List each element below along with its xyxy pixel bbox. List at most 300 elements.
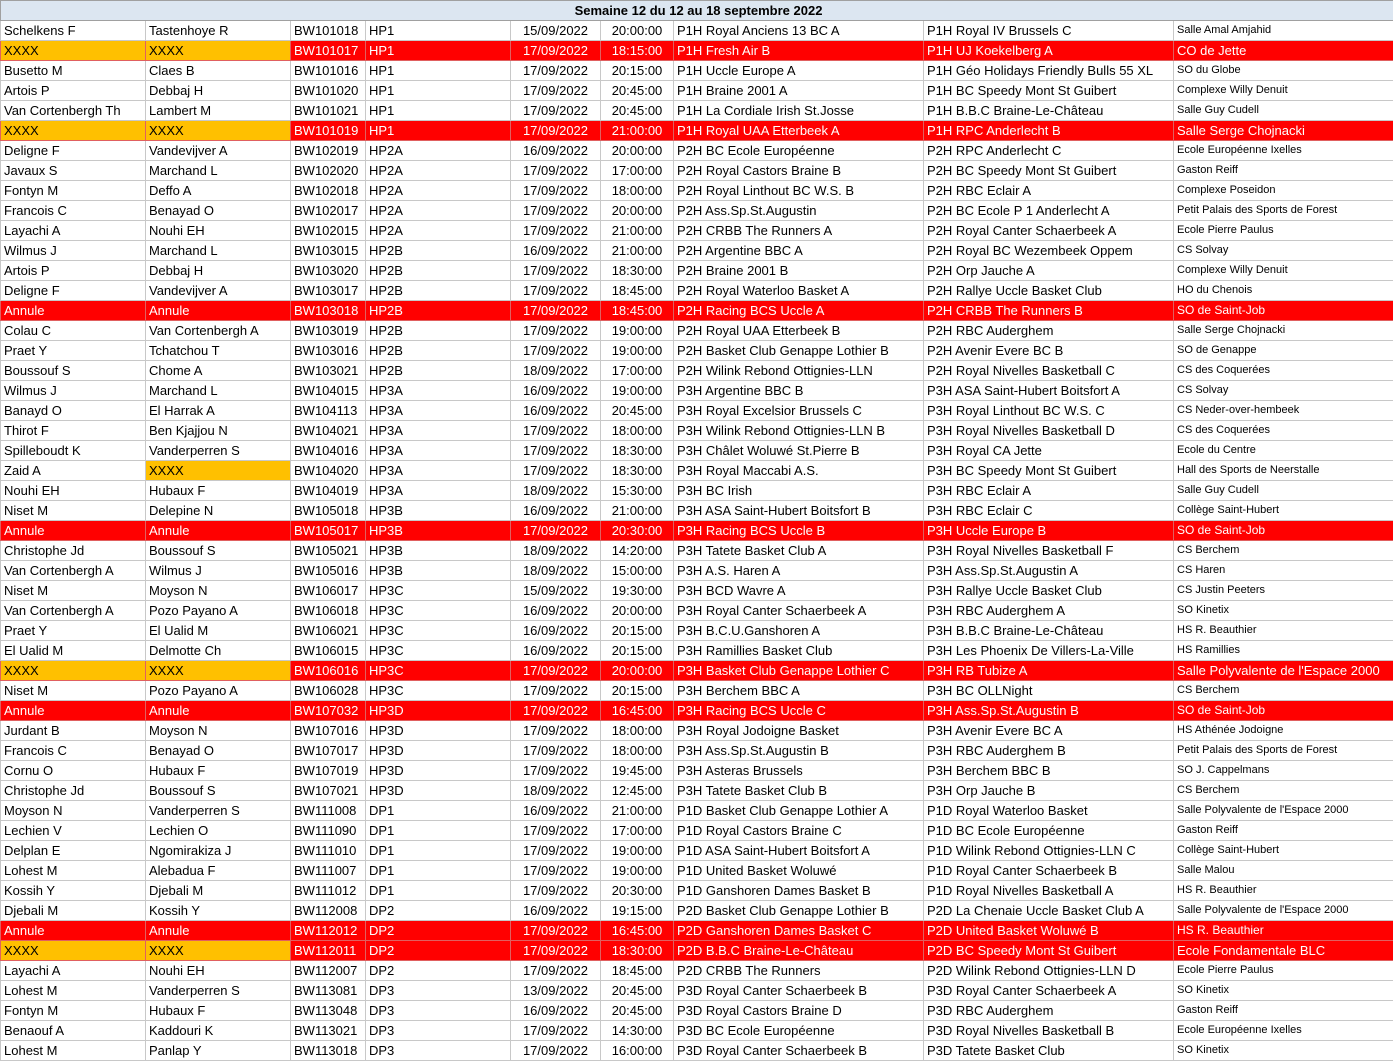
date-cell[interactable]: 16/09/2022 <box>511 1001 601 1021</box>
date-cell[interactable]: 17/09/2022 <box>511 341 601 361</box>
referee-2-cell[interactable]: Debbaj H <box>146 261 291 281</box>
away-team-cell[interactable]: P1D Royal Waterloo Basket <box>924 801 1174 821</box>
away-team-cell[interactable]: P3H RBC Auderghem B <box>924 741 1174 761</box>
referee-2-cell[interactable]: Annule <box>146 701 291 721</box>
referee-1-cell[interactable]: Christophe Jd <box>1 781 146 801</box>
home-team-cell[interactable]: P2H Ass.Sp.St.Augustin <box>674 201 924 221</box>
referee-2-cell[interactable]: Debbaj H <box>146 81 291 101</box>
date-cell[interactable]: 18/09/2022 <box>511 361 601 381</box>
time-cell[interactable]: 18:45:00 <box>601 961 674 981</box>
time-cell[interactable]: 20:45:00 <box>601 81 674 101</box>
home-team-cell[interactable]: P2H Royal UAA Etterbeek B <box>674 321 924 341</box>
division-cell[interactable]: DP3 <box>366 981 511 1001</box>
date-cell[interactable]: 16/09/2022 <box>511 241 601 261</box>
time-cell[interactable]: 14:30:00 <box>601 1021 674 1041</box>
away-team-cell[interactable]: P1H B.B.C Braine-Le-Château <box>924 101 1174 121</box>
match-code-cell[interactable]: BW105021 <box>291 541 366 561</box>
match-code-cell[interactable]: BW106028 <box>291 681 366 701</box>
referee-2-cell[interactable]: Van Cortenbergh A <box>146 321 291 341</box>
referee-2-cell[interactable]: Nouhi EH <box>146 221 291 241</box>
away-team-cell[interactable]: P1D Royal Canter Schaerbeek B <box>924 861 1174 881</box>
time-cell[interactable]: 17:00:00 <box>601 361 674 381</box>
away-team-cell[interactable]: P3H Berchem BBC B <box>924 761 1174 781</box>
away-team-cell[interactable]: P1D BC Ecole Européenne <box>924 821 1174 841</box>
match-code-cell[interactable]: BW112008 <box>291 901 366 921</box>
division-cell[interactable]: HP3B <box>366 521 511 541</box>
referee-1-cell[interactable]: Praet Y <box>1 341 146 361</box>
time-cell[interactable]: 20:15:00 <box>601 641 674 661</box>
date-cell[interactable]: 16/09/2022 <box>511 601 601 621</box>
referee-2-cell[interactable]: XXXX <box>146 941 291 961</box>
division-cell[interactable]: HP3A <box>366 421 511 441</box>
venue-cell[interactable]: Complexe Willy Denuit <box>1174 261 1393 281</box>
division-cell[interactable]: HP3C <box>366 601 511 621</box>
date-cell[interactable]: 18/09/2022 <box>511 541 601 561</box>
division-cell[interactable]: HP3C <box>366 661 511 681</box>
venue-cell[interactable]: Gaston Reiff <box>1174 821 1393 841</box>
home-team-cell[interactable]: P3H Ramillies Basket Club <box>674 641 924 661</box>
away-team-cell[interactable]: P2H RBC Eclair A <box>924 181 1174 201</box>
referee-2-cell[interactable]: Annule <box>146 301 291 321</box>
match-code-cell[interactable]: BW112012 <box>291 921 366 941</box>
home-team-cell[interactable]: P3H A.S. Haren A <box>674 561 924 581</box>
division-cell[interactable]: DP1 <box>366 861 511 881</box>
division-cell[interactable]: HP2A <box>366 161 511 181</box>
time-cell[interactable]: 19:15:00 <box>601 901 674 921</box>
home-team-cell[interactable]: P1H Uccle Europe A <box>674 61 924 81</box>
division-cell[interactable]: DP2 <box>366 901 511 921</box>
home-team-cell[interactable]: P3H BCD Wavre A <box>674 581 924 601</box>
venue-cell[interactable]: SO de Saint-Job <box>1174 521 1393 541</box>
match-code-cell[interactable]: BW112011 <box>291 941 366 961</box>
time-cell[interactable]: 20:00:00 <box>601 141 674 161</box>
referee-1-cell[interactable]: Niset M <box>1 681 146 701</box>
referee-2-cell[interactable]: Lambert M <box>146 101 291 121</box>
match-code-cell[interactable]: BW112007 <box>291 961 366 981</box>
referee-1-cell[interactable]: Spilleboudt K <box>1 441 146 461</box>
venue-cell[interactable]: Collège Saint-Hubert <box>1174 841 1393 861</box>
time-cell[interactable]: 16:45:00 <box>601 701 674 721</box>
time-cell[interactable]: 19:00:00 <box>601 381 674 401</box>
away-team-cell[interactable]: P2H CRBB The Runners B <box>924 301 1174 321</box>
match-code-cell[interactable]: BW106021 <box>291 621 366 641</box>
venue-cell[interactable]: SO Kinetix <box>1174 1041 1393 1061</box>
time-cell[interactable]: 21:00:00 <box>601 801 674 821</box>
date-cell[interactable]: 17/09/2022 <box>511 661 601 681</box>
match-code-cell[interactable]: BW101016 <box>291 61 366 81</box>
time-cell[interactable]: 18:00:00 <box>601 421 674 441</box>
division-cell[interactable]: HP3D <box>366 721 511 741</box>
division-cell[interactable]: HP3C <box>366 681 511 701</box>
division-cell[interactable]: HP1 <box>366 61 511 81</box>
referee-2-cell[interactable]: Hubaux F <box>146 1001 291 1021</box>
division-cell[interactable]: DP2 <box>366 961 511 981</box>
referee-1-cell[interactable]: XXXX <box>1 941 146 961</box>
time-cell[interactable]: 20:45:00 <box>601 101 674 121</box>
away-team-cell[interactable]: P3H Uccle Europe B <box>924 521 1174 541</box>
match-code-cell[interactable]: BW111008 <box>291 801 366 821</box>
referee-2-cell[interactable]: Vanderperren S <box>146 441 291 461</box>
venue-cell[interactable]: Ecole Européenne Ixelles <box>1174 141 1393 161</box>
division-cell[interactable]: HP1 <box>366 21 511 41</box>
home-team-cell[interactable]: P3D Royal Canter Schaerbeek B <box>674 981 924 1001</box>
venue-cell[interactable]: Salle Amal Amjahid <box>1174 21 1393 41</box>
referee-1-cell[interactable]: Banayd O <box>1 401 146 421</box>
referee-1-cell[interactable]: Lohest M <box>1 861 146 881</box>
away-team-cell[interactable]: P1H BC Speedy Mont St Guibert <box>924 81 1174 101</box>
venue-cell[interactable]: SO de Genappe <box>1174 341 1393 361</box>
referee-2-cell[interactable]: Hubaux F <box>146 481 291 501</box>
venue-cell[interactable]: Ecole Européenne Ixelles <box>1174 1021 1393 1041</box>
date-cell[interactable]: 17/09/2022 <box>511 961 601 981</box>
venue-cell[interactable]: Complexe Willy Denuit <box>1174 81 1393 101</box>
referee-1-cell[interactable]: XXXX <box>1 121 146 141</box>
date-cell[interactable]: 17/09/2022 <box>511 101 601 121</box>
date-cell[interactable]: 18/09/2022 <box>511 481 601 501</box>
date-cell[interactable]: 17/09/2022 <box>511 321 601 341</box>
home-team-cell[interactable]: P3H Royal Maccabi A.S. <box>674 461 924 481</box>
date-cell[interactable]: 17/09/2022 <box>511 701 601 721</box>
division-cell[interactable]: DP1 <box>366 821 511 841</box>
home-team-cell[interactable]: P2H CRBB The Runners A <box>674 221 924 241</box>
date-cell[interactable]: 15/09/2022 <box>511 21 601 41</box>
time-cell[interactable]: 18:45:00 <box>601 281 674 301</box>
division-cell[interactable]: HP3A <box>366 381 511 401</box>
venue-cell[interactable]: CS des Coquerées <box>1174 421 1393 441</box>
venue-cell[interactable]: HS R. Beauthier <box>1174 621 1393 641</box>
home-team-cell[interactable]: P1D Ganshoren Dames Basket B <box>674 881 924 901</box>
referee-1-cell[interactable]: Layachi A <box>1 221 146 241</box>
time-cell[interactable]: 21:00:00 <box>601 121 674 141</box>
time-cell[interactable]: 20:30:00 <box>601 881 674 901</box>
home-team-cell[interactable]: P3H BC Irish <box>674 481 924 501</box>
referee-2-cell[interactable]: Hubaux F <box>146 761 291 781</box>
division-cell[interactable]: HP3A <box>366 441 511 461</box>
venue-cell[interactable]: Salle Serge Chojnacki <box>1174 121 1393 141</box>
date-cell[interactable]: 17/09/2022 <box>511 521 601 541</box>
venue-cell[interactable]: Salle Guy Cudell <box>1174 101 1393 121</box>
match-code-cell[interactable]: BW101019 <box>291 121 366 141</box>
referee-1-cell[interactable]: Wilmus J <box>1 241 146 261</box>
match-code-cell[interactable]: BW107017 <box>291 741 366 761</box>
home-team-cell[interactable]: P1D United Basket Woluwé <box>674 861 924 881</box>
referee-1-cell[interactable]: Colau C <box>1 321 146 341</box>
time-cell[interactable]: 19:00:00 <box>601 861 674 881</box>
referee-2-cell[interactable]: Annule <box>146 921 291 941</box>
venue-cell[interactable]: Gaston Reiff <box>1174 161 1393 181</box>
time-cell[interactable]: 20:00:00 <box>601 661 674 681</box>
sheet-title[interactable]: Semaine 12 du 12 au 18 septembre 2022 <box>1 1 1393 21</box>
division-cell[interactable]: HP3D <box>366 701 511 721</box>
date-cell[interactable]: 17/09/2022 <box>511 161 601 181</box>
referee-1-cell[interactable]: Djebali M <box>1 901 146 921</box>
date-cell[interactable]: 17/09/2022 <box>511 61 601 81</box>
referee-2-cell[interactable]: Ngomirakiza J <box>146 841 291 861</box>
date-cell[interactable]: 17/09/2022 <box>511 181 601 201</box>
away-team-cell[interactable]: P1H RPC Anderlecht B <box>924 121 1174 141</box>
division-cell[interactable]: HP3D <box>366 781 511 801</box>
referee-2-cell[interactable]: Kossih Y <box>146 901 291 921</box>
home-team-cell[interactable]: P1H La Cordiale Irish St.Josse <box>674 101 924 121</box>
venue-cell[interactable]: SO de Saint-Job <box>1174 701 1393 721</box>
date-cell[interactable]: 17/09/2022 <box>511 461 601 481</box>
home-team-cell[interactable]: P2H Royal Linthout BC W.S. B <box>674 181 924 201</box>
time-cell[interactable]: 20:45:00 <box>601 401 674 421</box>
home-team-cell[interactable]: P2D Ganshoren Dames Basket C <box>674 921 924 941</box>
home-team-cell[interactable]: P2H Royal Castors Braine B <box>674 161 924 181</box>
referee-2-cell[interactable]: XXXX <box>146 121 291 141</box>
date-cell[interactable]: 17/09/2022 <box>511 741 601 761</box>
referee-2-cell[interactable]: Deffo A <box>146 181 291 201</box>
venue-cell[interactable]: Salle Polyvalente de l'Espace 2000 <box>1174 901 1393 921</box>
away-team-cell[interactable]: P1H Géo Holidays Friendly Bulls 55 XL <box>924 61 1174 81</box>
referee-2-cell[interactable]: Delmotte Ch <box>146 641 291 661</box>
venue-cell[interactable]: Salle Serge Chojnacki <box>1174 321 1393 341</box>
away-team-cell[interactable]: P1D Royal Nivelles Basketball A <box>924 881 1174 901</box>
match-code-cell[interactable]: BW102018 <box>291 181 366 201</box>
home-team-cell[interactable]: P1H Royal Anciens 13 BC A <box>674 21 924 41</box>
home-team-cell[interactable]: P3D Royal Castors Braine D <box>674 1001 924 1021</box>
date-cell[interactable]: 17/09/2022 <box>511 761 601 781</box>
home-team-cell[interactable]: P2D Basket Club Genappe Lothier B <box>674 901 924 921</box>
away-team-cell[interactable]: P2H Royal Canter Schaerbeek A <box>924 221 1174 241</box>
venue-cell[interactable]: HO du Chenois <box>1174 281 1393 301</box>
venue-cell[interactable]: CS Justin Peeters <box>1174 581 1393 601</box>
referee-2-cell[interactable]: Nouhi EH <box>146 961 291 981</box>
away-team-cell[interactable]: P2H RBC Auderghem <box>924 321 1174 341</box>
match-code-cell[interactable]: BW106018 <box>291 601 366 621</box>
referee-1-cell[interactable]: Moyson N <box>1 801 146 821</box>
referee-2-cell[interactable]: El Harrak A <box>146 401 291 421</box>
time-cell[interactable]: 20:15:00 <box>601 61 674 81</box>
date-cell[interactable]: 17/09/2022 <box>511 281 601 301</box>
time-cell[interactable]: 18:30:00 <box>601 941 674 961</box>
time-cell[interactable]: 14:20:00 <box>601 541 674 561</box>
match-code-cell[interactable]: BW101018 <box>291 21 366 41</box>
division-cell[interactable]: HP2B <box>366 261 511 281</box>
referee-2-cell[interactable]: Pozo Payano A <box>146 601 291 621</box>
referee-1-cell[interactable]: Annule <box>1 921 146 941</box>
home-team-cell[interactable]: P2H Basket Club Genappe Lothier B <box>674 341 924 361</box>
away-team-cell[interactable]: P2D La Chenaie Uccle Basket Club A <box>924 901 1174 921</box>
match-code-cell[interactable]: BW111007 <box>291 861 366 881</box>
time-cell[interactable]: 19:45:00 <box>601 761 674 781</box>
venue-cell[interactable]: CS des Coquerées <box>1174 361 1393 381</box>
away-team-cell[interactable]: P3H RBC Auderghem A <box>924 601 1174 621</box>
away-team-cell[interactable]: P3H RBC Eclair A <box>924 481 1174 501</box>
match-code-cell[interactable]: BW107016 <box>291 721 366 741</box>
time-cell[interactable]: 16:45:00 <box>601 921 674 941</box>
referee-2-cell[interactable]: Ben Kjajjou N <box>146 421 291 441</box>
referee-2-cell[interactable]: Moyson N <box>146 581 291 601</box>
away-team-cell[interactable]: P3D Tatete Basket Club <box>924 1041 1174 1061</box>
referee-2-cell[interactable]: Chome A <box>146 361 291 381</box>
referee-2-cell[interactable]: Boussouf S <box>146 781 291 801</box>
time-cell[interactable]: 19:00:00 <box>601 341 674 361</box>
away-team-cell[interactable]: P3H BC OLLNight <box>924 681 1174 701</box>
home-team-cell[interactable]: P3H Tatete Basket Club A <box>674 541 924 561</box>
referee-1-cell[interactable]: Lohest M <box>1 981 146 1001</box>
home-team-cell[interactable]: P2H Wilink Rebond Ottignies-LLN <box>674 361 924 381</box>
venue-cell[interactable]: Ecole Pierre Paulus <box>1174 221 1393 241</box>
home-team-cell[interactable]: P3H Royal Excelsior Brussels C <box>674 401 924 421</box>
referee-1-cell[interactable]: Layachi A <box>1 961 146 981</box>
home-team-cell[interactable]: P3H Basket Club Genappe Lothier C <box>674 661 924 681</box>
referee-1-cell[interactable]: Fontyn M <box>1 181 146 201</box>
division-cell[interactable]: HP2B <box>366 301 511 321</box>
venue-cell[interactable]: SO J. Cappelmans <box>1174 761 1393 781</box>
home-team-cell[interactable]: P3H Racing BCS Uccle C <box>674 701 924 721</box>
date-cell[interactable]: 16/09/2022 <box>511 501 601 521</box>
referee-1-cell[interactable]: Annule <box>1 701 146 721</box>
referee-2-cell[interactable]: Tchatchou T <box>146 341 291 361</box>
division-cell[interactable]: HP3C <box>366 581 511 601</box>
away-team-cell[interactable]: P2D Wilink Rebond Ottignies-LLN D <box>924 961 1174 981</box>
referee-2-cell[interactable]: Benayad O <box>146 741 291 761</box>
date-cell[interactable]: 17/09/2022 <box>511 821 601 841</box>
referee-2-cell[interactable]: Vanderperren S <box>146 981 291 1001</box>
away-team-cell[interactable]: P2H BC Speedy Mont St Guibert <box>924 161 1174 181</box>
match-code-cell[interactable]: BW113081 <box>291 981 366 1001</box>
match-code-cell[interactable]: BW106015 <box>291 641 366 661</box>
away-team-cell[interactable]: P1H UJ Koekelberg A <box>924 41 1174 61</box>
match-code-cell[interactable]: BW102015 <box>291 221 366 241</box>
division-cell[interactable]: HP1 <box>366 41 511 61</box>
date-cell[interactable]: 16/09/2022 <box>511 901 601 921</box>
referee-1-cell[interactable]: Delplan E <box>1 841 146 861</box>
home-team-cell[interactable]: P1H Fresh Air B <box>674 41 924 61</box>
match-code-cell[interactable]: BW103015 <box>291 241 366 261</box>
date-cell[interactable]: 17/09/2022 <box>511 301 601 321</box>
away-team-cell[interactable]: P3H ASA Saint-Hubert Boitsfort A <box>924 381 1174 401</box>
referee-1-cell[interactable]: Deligne F <box>1 141 146 161</box>
referee-2-cell[interactable]: Marchand L <box>146 381 291 401</box>
referee-1-cell[interactable]: Annule <box>1 301 146 321</box>
venue-cell[interactable]: Salle Polyvalente de l'Espace 2000 <box>1174 801 1393 821</box>
time-cell[interactable]: 15:00:00 <box>601 561 674 581</box>
referee-2-cell[interactable]: Kaddouri K <box>146 1021 291 1041</box>
away-team-cell[interactable]: P1H Royal IV Brussels C <box>924 21 1174 41</box>
venue-cell[interactable]: HS Athénée Jodoigne <box>1174 721 1393 741</box>
referee-2-cell[interactable]: Djebali M <box>146 881 291 901</box>
division-cell[interactable]: HP1 <box>366 81 511 101</box>
match-code-cell[interactable]: BW107019 <box>291 761 366 781</box>
away-team-cell[interactable]: P2H Royal BC Wezembeek Oppem <box>924 241 1174 261</box>
away-team-cell[interactable]: P2H Royal Nivelles Basketball C <box>924 361 1174 381</box>
time-cell[interactable]: 20:15:00 <box>601 621 674 641</box>
time-cell[interactable]: 17:00:00 <box>601 821 674 841</box>
venue-cell[interactable]: HS R. Beauthier <box>1174 881 1393 901</box>
away-team-cell[interactable]: P2H Orp Jauche A <box>924 261 1174 281</box>
referee-2-cell[interactable]: Claes B <box>146 61 291 81</box>
referee-2-cell[interactable]: XXXX <box>146 41 291 61</box>
referee-1-cell[interactable]: Wilmus J <box>1 381 146 401</box>
time-cell[interactable]: 19:00:00 <box>601 321 674 341</box>
time-cell[interactable]: 17:00:00 <box>601 161 674 181</box>
referee-2-cell[interactable]: Alebadua F <box>146 861 291 881</box>
home-team-cell[interactable]: P2D CRBB The Runners <box>674 961 924 981</box>
home-team-cell[interactable]: P3H ASA Saint-Hubert Boitsfort B <box>674 501 924 521</box>
time-cell[interactable]: 18:15:00 <box>601 41 674 61</box>
referee-1-cell[interactable]: XXXX <box>1 661 146 681</box>
referee-2-cell[interactable]: Benayad O <box>146 201 291 221</box>
match-code-cell[interactable]: BW106016 <box>291 661 366 681</box>
time-cell[interactable]: 12:45:00 <box>601 781 674 801</box>
home-team-cell[interactable]: P3H Asteras Brussels <box>674 761 924 781</box>
home-team-cell[interactable]: P3D Royal Canter Schaerbeek B <box>674 1041 924 1061</box>
referee-1-cell[interactable]: Van Cortenbergh A <box>1 601 146 621</box>
referee-1-cell[interactable]: Benaouf A <box>1 1021 146 1041</box>
time-cell[interactable]: 21:00:00 <box>601 241 674 261</box>
venue-cell[interactable]: SO de Saint-Job <box>1174 301 1393 321</box>
home-team-cell[interactable]: P2D B.B.C Braine-Le-Château <box>674 941 924 961</box>
match-code-cell[interactable]: BW101020 <box>291 81 366 101</box>
match-code-cell[interactable]: BW101017 <box>291 41 366 61</box>
division-cell[interactable]: HP3D <box>366 761 511 781</box>
referee-2-cell[interactable]: Marchand L <box>146 241 291 261</box>
time-cell[interactable]: 18:30:00 <box>601 461 674 481</box>
match-code-cell[interactable]: BW105018 <box>291 501 366 521</box>
match-code-cell[interactable]: BW113048 <box>291 1001 366 1021</box>
away-team-cell[interactable]: P3H BC Speedy Mont St Guibert <box>924 461 1174 481</box>
match-code-cell[interactable]: BW102020 <box>291 161 366 181</box>
time-cell[interactable]: 18:00:00 <box>601 181 674 201</box>
referee-1-cell[interactable]: Francois C <box>1 201 146 221</box>
home-team-cell[interactable]: P2H Royal Waterloo Basket A <box>674 281 924 301</box>
venue-cell[interactable]: SO Kinetix <box>1174 601 1393 621</box>
referee-1-cell[interactable]: Busetto M <box>1 61 146 81</box>
home-team-cell[interactable]: P3H Royal Jodoigne Basket <box>674 721 924 741</box>
date-cell[interactable]: 13/09/2022 <box>511 981 601 1001</box>
referee-1-cell[interactable]: Nouhi EH <box>1 481 146 501</box>
match-code-cell[interactable]: BW101021 <box>291 101 366 121</box>
match-code-cell[interactable]: BW104019 <box>291 481 366 501</box>
away-team-cell[interactable]: P2H Avenir Evere BC B <box>924 341 1174 361</box>
division-cell[interactable]: DP1 <box>366 801 511 821</box>
match-code-cell[interactable]: BW103016 <box>291 341 366 361</box>
home-team-cell[interactable]: P3H Racing BCS Uccle B <box>674 521 924 541</box>
date-cell[interactable]: 17/09/2022 <box>511 881 601 901</box>
referee-1-cell[interactable]: Schelkens F <box>1 21 146 41</box>
referee-1-cell[interactable]: Artois P <box>1 261 146 281</box>
match-code-cell[interactable]: BW104016 <box>291 441 366 461</box>
venue-cell[interactable]: Collège Saint-Hubert <box>1174 501 1393 521</box>
date-cell[interactable]: 17/09/2022 <box>511 941 601 961</box>
venue-cell[interactable]: CS Solvay <box>1174 241 1393 261</box>
referee-1-cell[interactable]: Niset M <box>1 501 146 521</box>
date-cell[interactable]: 17/09/2022 <box>511 221 601 241</box>
away-team-cell[interactable]: P3H Avenir Evere BC A <box>924 721 1174 741</box>
venue-cell[interactable]: SO du Globe <box>1174 61 1393 81</box>
referee-1-cell[interactable]: El Ualid M <box>1 641 146 661</box>
venue-cell[interactable]: Salle Polyvalente de l'Espace 2000 <box>1174 661 1393 681</box>
referee-1-cell[interactable]: Lechien V <box>1 821 146 841</box>
division-cell[interactable]: HP2B <box>366 241 511 261</box>
referee-2-cell[interactable]: Moyson N <box>146 721 291 741</box>
time-cell[interactable]: 21:00:00 <box>601 221 674 241</box>
home-team-cell[interactable]: P2H Braine 2001 B <box>674 261 924 281</box>
away-team-cell[interactable]: P3H RB Tubize A <box>924 661 1174 681</box>
match-code-cell[interactable]: BW106017 <box>291 581 366 601</box>
match-code-cell[interactable]: BW113018 <box>291 1041 366 1061</box>
venue-cell[interactable]: HS R. Beauthier <box>1174 921 1393 941</box>
division-cell[interactable]: HP2A <box>366 181 511 201</box>
match-code-cell[interactable]: BW104021 <box>291 421 366 441</box>
away-team-cell[interactable]: P3H Royal Linthout BC W.S. C <box>924 401 1174 421</box>
venue-cell[interactable]: CS Berchem <box>1174 681 1393 701</box>
venue-cell[interactable]: CS Haren <box>1174 561 1393 581</box>
match-code-cell[interactable]: BW111010 <box>291 841 366 861</box>
